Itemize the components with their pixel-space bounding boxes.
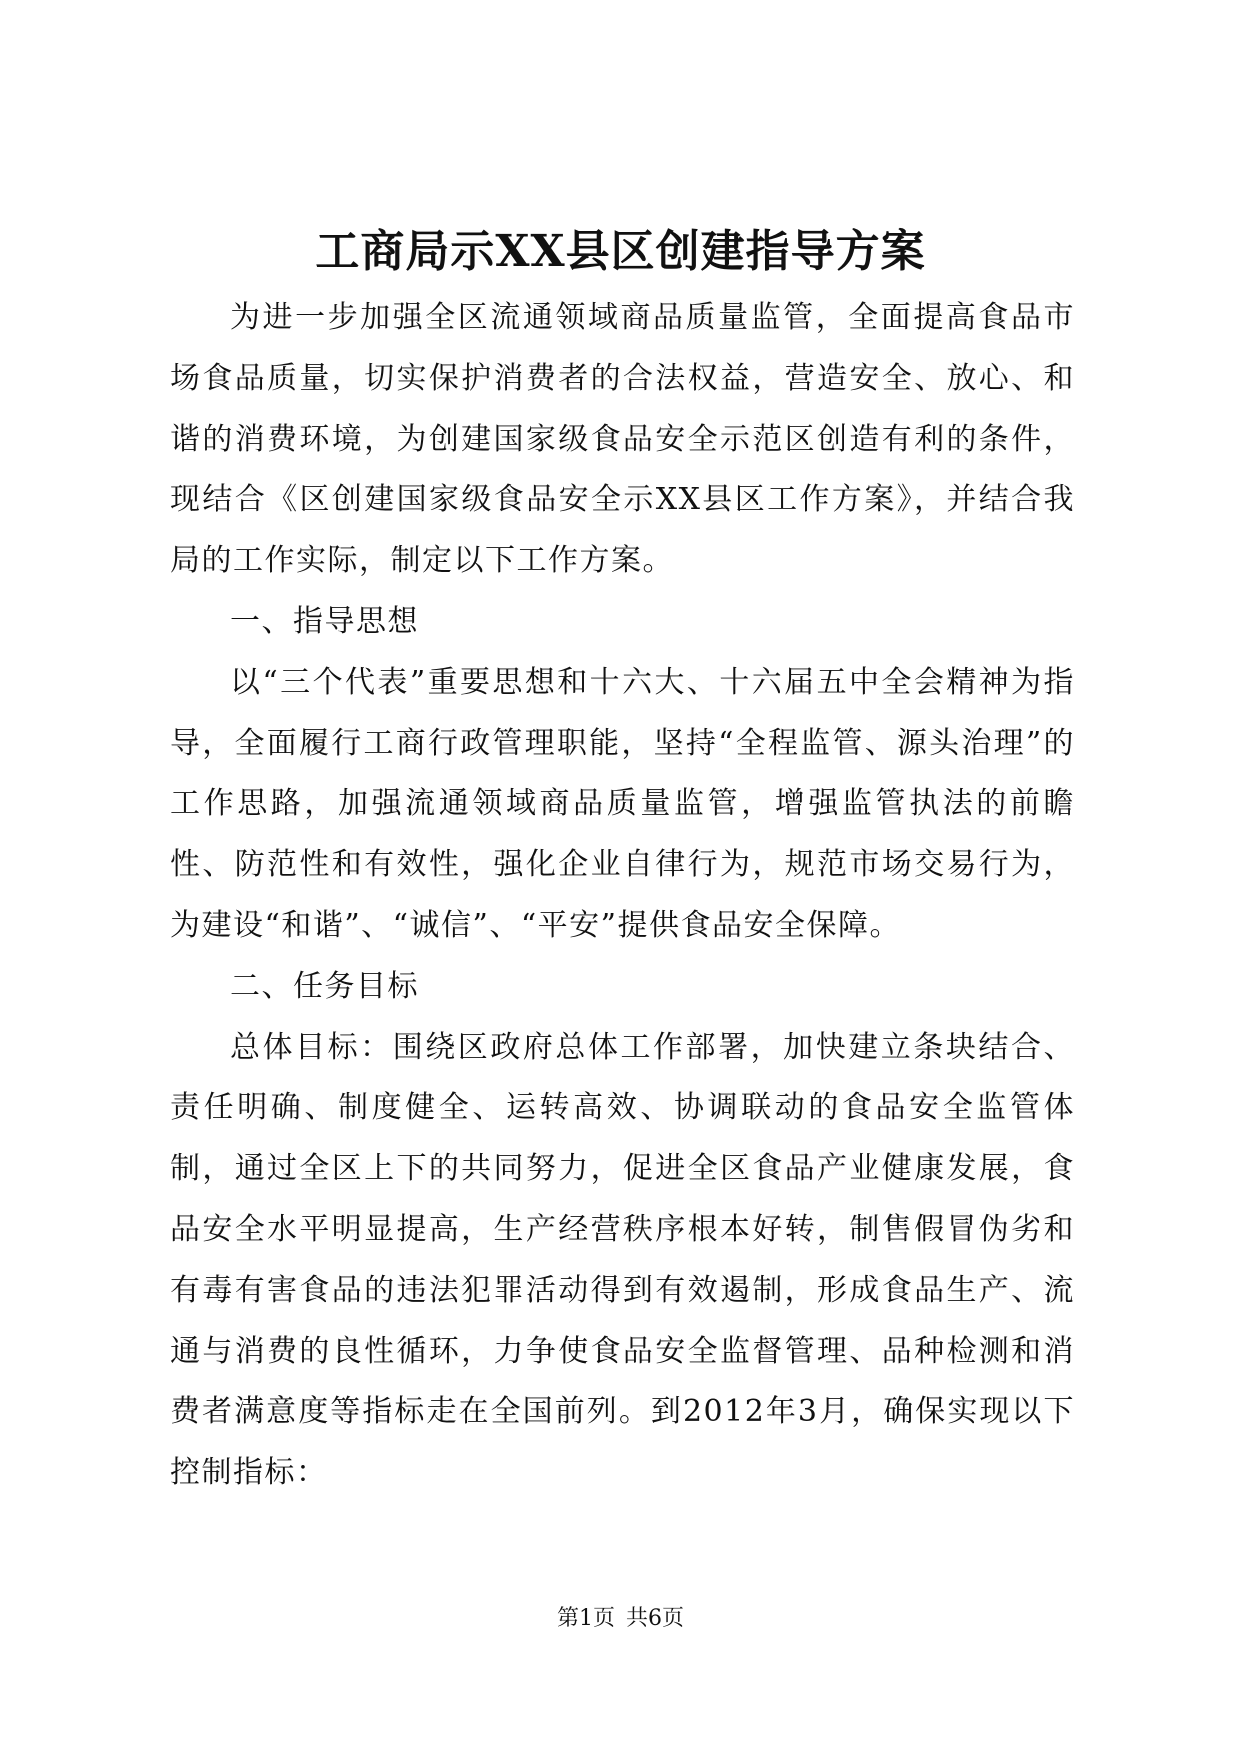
section-heading-task-goals: 二、任务目标 xyxy=(230,968,419,1004)
document-body xyxy=(170,288,1075,1504)
intro-paragraph: 为进一步加强全区流通领域商品质量监管，全面提高食品市场食品质量，切实保护消费者的合法权益，营造安全、放心、和谐的消费环境，为创建国家级食品安全示范区创造有利的条件，现结合《区创建国家级食品安全示XX县区工作方案》，并结合我局的工作实际，制定以下工作方案。 xyxy=(170,300,1075,579)
page-total: 共6页 xyxy=(626,1606,684,1631)
document-title: 工商局示XX县区创建指导方案 xyxy=(315,226,926,277)
page-number: 第1页 xyxy=(557,1606,615,1631)
section-heading-guiding-ideology: 一、指导思想 xyxy=(230,603,419,639)
task-goals-paragraph: 总体目标：围绕区政府总体工作部署，加快建立条块结合、责任明确、制度健全、运转高效、协调联动的食品安全监管体制，通过全区上下的共同努力，促进全区食品产业健康发展，食品安全水平明显提高，生产经营秩序根本好转，制售假冒伪劣和有毒有害食品的违法犯罪活动得到有效遏制，形成食品生产、流通与消费的良性循环，力争使食品安全监督管理、品种检测和消费者满意度等指标走在全国前列。到2012年3月，确保实现以下控制指标： xyxy=(170,1029,1075,1491)
guiding-ideology-paragraph: 以“三个代表”重要思想和十六大、十六届五中全会精神为指导，全面履行工商行政管理职能，坚持“全程监管、源头治理”的工作思路，加强流通领域商品质量监管，增强监管执法的前瞻性、防范性和有效性，强化企业自律行为，规范市场交易行为，为建设“和谐”、“诚信”、“平安”提供食品安全保障。 xyxy=(170,664,1075,943)
page-footer xyxy=(0,1604,1241,1634)
